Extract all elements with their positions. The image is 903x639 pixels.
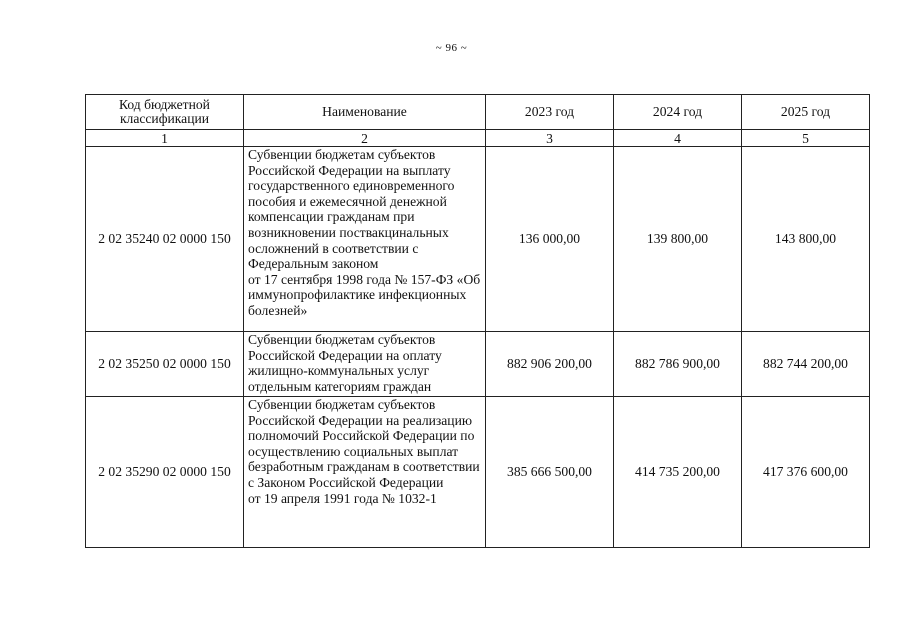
name-cell: Субвенции бюджетам субъектов Российской Федерации на выплату государственного единовременного пособия и ежемесячной денежной компенсации гражданам при возникновении поствакцинальных осложнений в соответствии с Федеральным законом от 17 сентября 1998 года № 157-ФЗ «Об иммунопрофилактике инфекционных болезней» (244, 147, 486, 332)
header-year-2023: 2023 год (486, 95, 614, 130)
column-number: 1 (86, 130, 244, 147)
budget-revenue-table (85, 94, 870, 548)
header-name: Наименование (244, 95, 486, 130)
column-number: 3 (486, 130, 614, 147)
table-header-row (86, 95, 870, 130)
page-number: ~ 96 ~ (435, 42, 468, 54)
amount-2025-cell: 882 744 200,00 (742, 332, 870, 397)
name-cell: Субвенции бюджетам субъектов Российской Федерации на оплату жилищно-коммунальных услуг отдельным категориям граждан (244, 332, 486, 397)
header-year-2025: 2025 год (742, 95, 870, 130)
amount-2023-cell: 882 906 200,00 (486, 332, 614, 397)
amount-2023-cell: 136 000,00 (486, 147, 614, 332)
budget-code-cell: 2 02 35290 02 0000 150 (86, 397, 244, 548)
amount-2025-cell: 143 800,00 (742, 147, 870, 332)
table-row (86, 332, 870, 397)
amount-2023-cell: 385 666 500,00 (486, 397, 614, 548)
budget-code-cell: 2 02 35250 02 0000 150 (86, 332, 244, 397)
amount-2024-cell: 139 800,00 (614, 147, 742, 332)
budget-code-cell: 2 02 35240 02 0000 150 (86, 147, 244, 332)
column-number: 2 (244, 130, 486, 147)
table-row (86, 397, 870, 548)
name-cell: Субвенции бюджетам субъектов Российской Федерации на реализацию полномочий Российской Федерации по осуществлению социальных выплат безработным гражданам в соответствии с Законом Российской Федерации от 19 апреля 1991 года № 1032-1 (244, 397, 486, 548)
amount-2024-cell: 414 735 200,00 (614, 397, 742, 548)
column-number: 4 (614, 130, 742, 147)
header-year-2024: 2024 год (614, 95, 742, 130)
amount-2025-cell: 417 376 600,00 (742, 397, 870, 548)
column-number: 5 (742, 130, 870, 147)
column-number-row (86, 130, 870, 147)
amount-2024-cell: 882 786 900,00 (614, 332, 742, 397)
header-budget-code: Код бюджетной классификации (86, 95, 244, 130)
table-row (86, 147, 870, 332)
